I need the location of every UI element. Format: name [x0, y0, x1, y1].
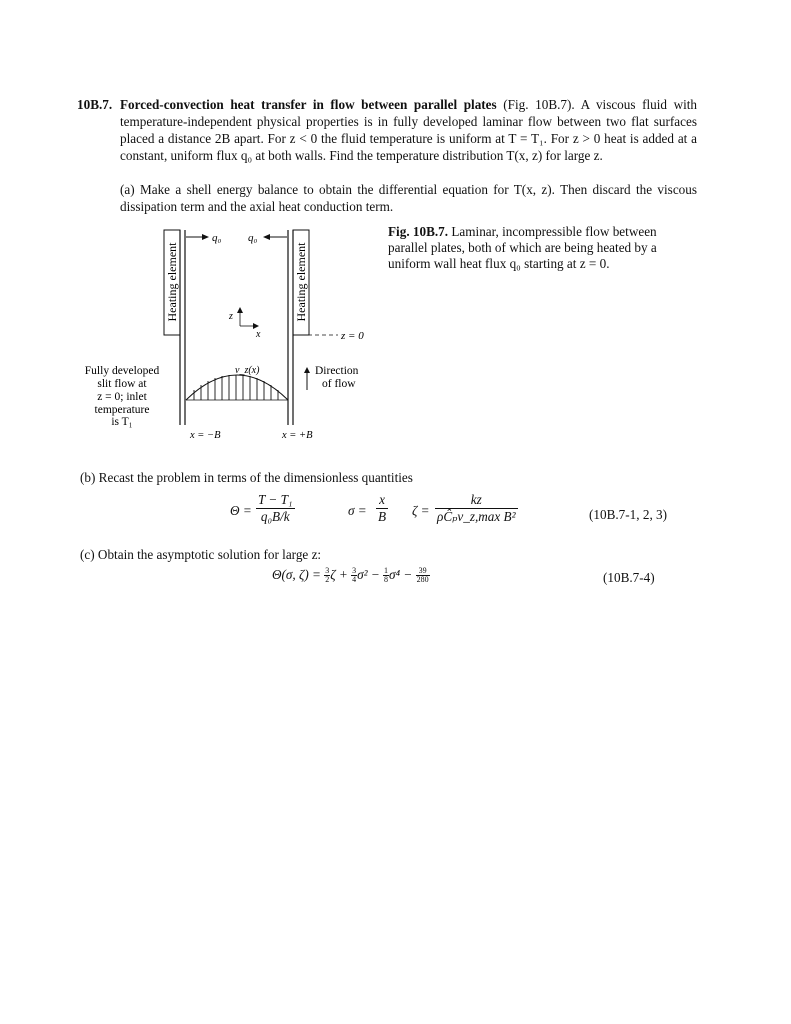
x-axis-label: x	[256, 329, 261, 340]
theta-denominator: q₀B/k	[260, 509, 290, 524]
problem-fig-ref: (Fig. 10B.7).	[503, 97, 575, 112]
problem-statement	[77, 97, 697, 165]
problem-number: 10B.7.	[77, 97, 113, 112]
parallel-plates-diagram	[60, 225, 390, 455]
part-a: (a) Make a shell energy balance to obtain the differential equation for T(x, z). Then discard the viscous dissipation term and the axial heat conduction term.	[120, 182, 697, 214]
inlet-label-4: temperature	[94, 404, 150, 416]
zeta-lhs: ζ =	[412, 503, 430, 518]
direction-label-1: Direction	[315, 365, 359, 377]
problem-body-block	[120, 97, 697, 165]
heating-element-left-label: Heating element	[165, 242, 179, 322]
zeta-fraction	[435, 492, 518, 525]
z-axis-label: z	[229, 311, 233, 322]
figure-10b7	[60, 225, 390, 455]
x-minus-b-label: x = −B	[190, 430, 221, 441]
sigma-numerator: x	[376, 492, 388, 509]
sigma-fraction	[376, 492, 388, 525]
eq2-term3: σ⁴ −	[389, 567, 413, 582]
theta-fraction	[256, 492, 295, 525]
direction-label-2: of flow	[322, 378, 356, 390]
zeta-numerator: kz	[435, 492, 518, 509]
velocity-label: v_z(x)	[235, 365, 260, 376]
problem-title: Forced-convection heat transfer in flow between parallel plates	[120, 97, 497, 112]
problem-body: A viscous fluid with temperature-independent physical properties is in fully developed laminar flow between two flat surfaces placed a distance 2B apart. For z < 0 the fluid temperature is uniform at T = T₁. For z > 0 heat is added at a constant, uniform flux q₀ at both walls. Find the temperature distribution T(x, z) for large z.	[120, 97, 698, 163]
inlet-label-1: Fully developed	[84, 365, 160, 377]
equation-number-1: (10B.7-1, 2, 3)	[589, 507, 668, 522]
zeta-denominator: ρĈₚv_z,max B²	[437, 509, 516, 524]
q0-left-label: q₀	[212, 232, 222, 244]
eq2-term1: ζ +	[330, 567, 348, 582]
equation-number-2: (10B.7-4)	[603, 570, 655, 585]
theta-lhs: Θ =	[230, 503, 252, 518]
heating-element-right-label: Heating element	[294, 242, 308, 322]
equation-asymptotic	[272, 567, 430, 584]
part-b: (b) Recast the problem in terms of the dimensionless quantities	[80, 470, 413, 485]
equation-dimensionless	[230, 492, 520, 542]
eq2-frac3: $\frac{1}{8}$	[384, 566, 389, 585]
sigma-denominator: B	[378, 509, 387, 524]
x-plus-b-label: x = +B	[282, 430, 313, 441]
z-zero-label: z = 0	[341, 330, 364, 342]
sigma-lhs: σ =	[348, 503, 367, 518]
eq2-lhs: Θ(σ, ζ) =	[272, 567, 321, 582]
q0-right-label: q₀	[248, 232, 258, 244]
inlet-label-3: z = 0; inlet	[97, 391, 147, 403]
eq2-frac1: $\frac{3}{2}$	[325, 566, 330, 585]
eq2-frac4: $\frac{39}{280}$	[416, 566, 429, 585]
inlet-label-2: slit flow at	[97, 378, 147, 390]
q0-right-arrow	[263, 234, 270, 240]
theta-numerator: T − T₁	[258, 492, 293, 507]
q0-left-arrow	[202, 234, 209, 240]
figure-caption-label: Fig. 10B.7.	[388, 224, 449, 239]
inlet-label-5: is T₁	[111, 416, 133, 428]
figure-caption	[388, 224, 673, 272]
velocity-arrows	[194, 375, 278, 400]
part-c: (c) Obtain the asymptotic solution for large z:	[80, 547, 322, 562]
eq2-term2: σ² −	[357, 567, 380, 582]
figure-caption-text: Laminar, incompressible flow between parallel plates, both of which are being heated by a uniform wall heat flux q₀ starting at z = 0.	[388, 224, 657, 271]
eq2-frac2: $\frac{3}{4}$	[352, 566, 357, 585]
